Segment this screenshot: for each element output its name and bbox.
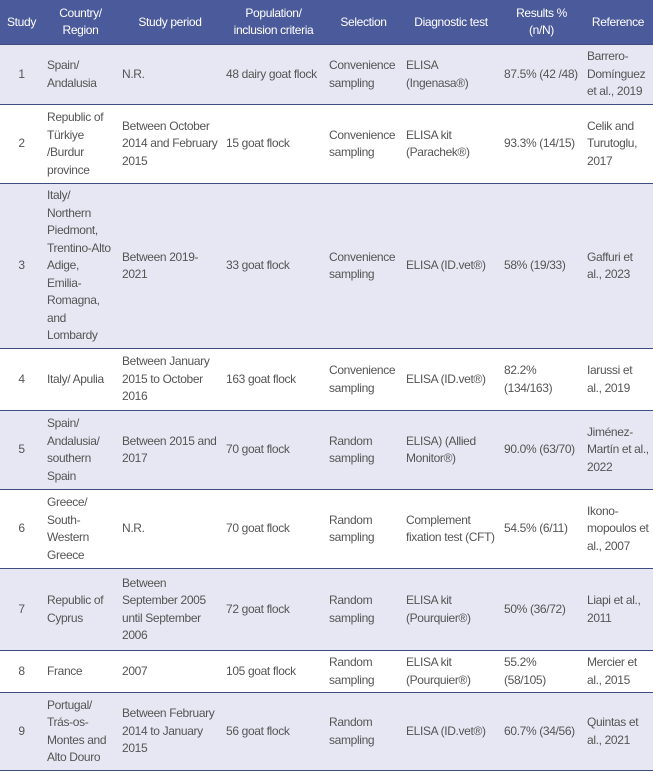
cell-period: Between January 2015 to October 2016: [118, 349, 222, 411]
cell-reference: Liapi et al., 2011: [583, 569, 653, 651]
cell-reference: Ikono-mopoulos et al., 2007: [583, 490, 653, 569]
cell-period: Between 2019-2021: [118, 184, 222, 349]
cell-results: 90.0% (63/70): [500, 411, 583, 490]
cell-country: Greece/ South-Western Greece: [43, 490, 118, 569]
cell-selection: Convenience sampling: [325, 105, 402, 184]
cell-period: N.R.: [118, 45, 222, 105]
cell-results: 55.2% (58/105): [500, 651, 583, 693]
cell-population: 72 goat flock: [222, 569, 325, 651]
header-diagnostic: Diagnostic test: [402, 0, 500, 45]
header-row: [0, 0, 653, 45]
cell-reference: Jiménez-Martín et al., 2022: [583, 411, 653, 490]
cell-country: France: [43, 651, 118, 693]
cell-selection: Random sampling: [325, 411, 402, 490]
cell-period: Between September 2005 until September 2006: [118, 569, 222, 651]
cell-population: 70 goat flock: [222, 411, 325, 490]
table-row: [0, 184, 653, 349]
cell-results: 50% (36/72): [500, 569, 583, 651]
cell-period: 2007: [118, 651, 222, 693]
cell-population: 105 goat flock: [222, 651, 325, 693]
header-study: Study: [0, 0, 43, 45]
cell-population: 15 goat flock: [222, 105, 325, 184]
cell-country: Spain/ Andalusia: [43, 45, 118, 105]
table-row: [0, 105, 653, 184]
header-country: Country/ Region: [43, 0, 118, 45]
cell-study: 7: [0, 569, 43, 651]
cell-population: 33 goat flock: [222, 184, 325, 349]
header-reference: Reference: [583, 0, 653, 45]
table-row: [0, 411, 653, 490]
header-period: Study period: [118, 0, 222, 45]
cell-country: Republic of Türkiye /Burdur province: [43, 105, 118, 184]
cell-reference: Gaffuri et al., 2023: [583, 184, 653, 349]
cell-study: 8: [0, 651, 43, 693]
cell-diagnostic: ELISA (ID.vet®): [402, 693, 500, 771]
cell-diagnostic: ELISA kit (Parachek®): [402, 105, 500, 184]
cell-diagnostic: ELISA) (Allied Monitor®): [402, 411, 500, 490]
cell-study: 2: [0, 105, 43, 184]
cell-period: Between October 2014 and February 2015: [118, 105, 222, 184]
table-row: [0, 569, 653, 651]
cell-results: 60.7% (34/56): [500, 693, 583, 771]
cell-diagnostic: ELISA kit (Pourquier®): [402, 651, 500, 693]
header-population: Population/ inclusion criteria: [222, 0, 325, 45]
cell-results: 58% (19/33): [500, 184, 583, 349]
cell-diagnostic: ELISA (Ingenasa®): [402, 45, 500, 105]
cell-period: N.R.: [118, 490, 222, 569]
cell-reference: Iarussi et al., 2019: [583, 349, 653, 411]
cell-results: 54.5% (6/11): [500, 490, 583, 569]
cell-results: 87.5% (42 /48): [500, 45, 583, 105]
table-row: [0, 490, 653, 569]
cell-population: 163 goat flock: [222, 349, 325, 411]
cell-population: 48 dairy goat flock: [222, 45, 325, 105]
table-row: [0, 651, 653, 693]
cell-diagnostic: ELISA (ID.vet®): [402, 349, 500, 411]
cell-results: 93.3% (14/15): [500, 105, 583, 184]
cell-period: Between February 2014 to January 2015: [118, 693, 222, 771]
cell-country: Italy/ Apulia: [43, 349, 118, 411]
cell-study: 4: [0, 349, 43, 411]
cell-study: 5: [0, 411, 43, 490]
header-results: Results % (n/N): [500, 0, 583, 45]
cell-country: Portugal/ Trás-os-Montes and Alto Douro: [43, 693, 118, 771]
cell-study: 1: [0, 45, 43, 105]
cell-study: 9: [0, 693, 43, 771]
cell-reference: Celik and Turutoglu, 2017: [583, 105, 653, 184]
cell-population: 70 goat flock: [222, 490, 325, 569]
cell-study: 6: [0, 490, 43, 569]
cell-reference: Barrero-Domínguez et al., 2019: [583, 45, 653, 105]
cell-selection: Convenience sampling: [325, 45, 402, 105]
cell-country: Italy/ Northern Piedmont, Trentino-Alto Adige, Emilia-Romagna, and Lombardy: [43, 184, 118, 349]
cell-reference: Mercier et al., 2015: [583, 651, 653, 693]
cell-selection: Convenience sampling: [325, 349, 402, 411]
cell-country: Republic of Cyprus: [43, 569, 118, 651]
cell-study: 3: [0, 184, 43, 349]
cell-country: Spain/ Andalusia/ southern Spain: [43, 411, 118, 490]
cell-diagnostic: ELISA kit (Pourquier®): [402, 569, 500, 651]
header-selection: Selection: [325, 0, 402, 45]
table-row: [0, 45, 653, 105]
cell-results: 82.2% (134/163): [500, 349, 583, 411]
cell-selection: Random sampling: [325, 490, 402, 569]
cell-diagnostic: Complement fixation test (CFT): [402, 490, 500, 569]
table-row: [0, 349, 653, 411]
cell-selection: Random sampling: [325, 651, 402, 693]
cell-selection: Convenience sampling: [325, 184, 402, 349]
cell-population: 56 goat flock: [222, 693, 325, 771]
cell-period: Between 2015 and 2017: [118, 411, 222, 490]
cell-diagnostic: ELISA (ID.vet®): [402, 184, 500, 349]
cell-selection: Random sampling: [325, 569, 402, 651]
cell-selection: Random sampling: [325, 693, 402, 771]
cell-reference: Quintas et al., 2021: [583, 693, 653, 771]
table-row: [0, 693, 653, 771]
